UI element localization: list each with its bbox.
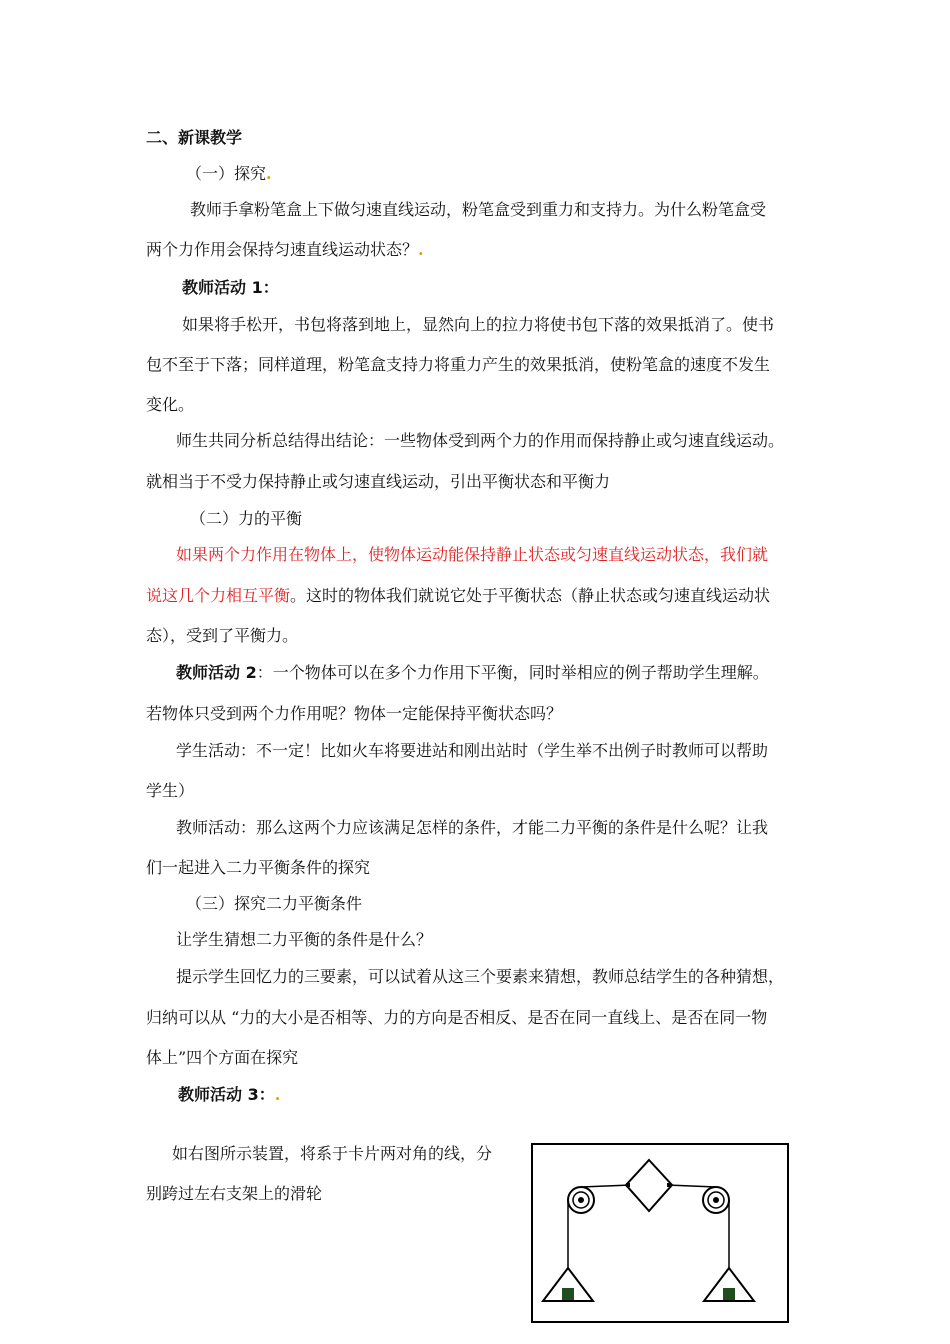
paragraph-line: 们一起进入二力平衡条件的探究 xyxy=(146,858,371,877)
subsection-1-heading xyxy=(186,164,272,184)
definition-line xyxy=(146,586,770,606)
margin-mark: . xyxy=(418,240,424,259)
left-weight xyxy=(562,1288,574,1300)
subsection-2-heading: （二）力的平衡 xyxy=(190,509,303,528)
paragraph-line: 学生） xyxy=(146,781,195,800)
teacher-activity-3-line xyxy=(178,1085,280,1105)
paragraph-line: 体上”四个方面在探究 xyxy=(146,1048,299,1067)
paragraph-line xyxy=(146,240,424,260)
teacher-activity-2-label: 教师活动 2 xyxy=(176,663,257,682)
paragraph-line: 归纳可以从 “力的大小是否相等、力的方向是否相反、是否在同一直线上、是否在同一物 xyxy=(146,1008,768,1027)
margin-mark: . xyxy=(274,1085,281,1104)
teacher-activity-3-label: 教师活动 3： xyxy=(178,1085,275,1104)
subsection-1-text: （一）探究 xyxy=(186,164,267,183)
two-force-balance-apparatus-figure xyxy=(531,1143,789,1323)
paragraph-line: 学生活动：不一定！比如火车将要进站和刚出站时（学生举不出例子时教师可以帮助 xyxy=(176,741,769,760)
paragraph-line: 包不至于下落；同样道理，粉笔盒支持力将重力产生的效果抵消，使粉笔盒的速度不发生 xyxy=(146,355,771,374)
paragraph-line: 态），受到了平衡力。 xyxy=(146,626,299,645)
paragraph-line: 若物体只受到两个力作用呢？物体一定能保持平衡状态吗？ xyxy=(146,704,563,723)
paragraph-line: 教师活动：那么这两个力应该满足怎样的条件，才能二力平衡的条件是什么呢？让我 xyxy=(176,818,769,837)
paragraph-line: 如果将手松开，书包将落到地上，显然向上的拉力将使书包下落的效果抵消了。使书 xyxy=(182,315,775,334)
paragraph-line: 提示学生回忆力的三要素，可以试着从这三个要素来猜想，教师总结学生的各种猜想， xyxy=(176,967,785,986)
paragraph-line: 教师手拿粉笔盒上下做匀速直线运动，粉笔盒受到重力和支持力。为什么粉笔盒受 xyxy=(190,200,767,219)
right-weight xyxy=(723,1288,735,1300)
paragraph-line: 师生共同分析总结得出结论：一些物体受到两个力的作用而保持静止或匀速直线运动。 xyxy=(176,431,785,450)
paragraph-line: 让学生猜想二力平衡的条件是什么？ xyxy=(176,930,433,949)
definition-line: 如果两个力作用在物体上，使物体运动能保持静止状态或匀速直线运动状态，我们就 xyxy=(176,545,769,564)
paragraph-line: 变化。 xyxy=(146,395,195,414)
paragraph-line: 如右图所示装置，将系于卡片两对角的线，分 xyxy=(172,1144,493,1163)
paragraph-line: 别跨过左右支架上的滑轮 xyxy=(146,1184,323,1203)
paragraph-text: ：一个物体可以在多个力作用下平衡，同时举相应的例子帮助学生理解。 xyxy=(256,663,769,682)
right-pulley xyxy=(703,1187,729,1213)
subsection-3-heading: （三）探究二力平衡条件 xyxy=(186,894,363,913)
card-left-knot xyxy=(626,1183,630,1187)
paragraph-line: 就相当于不受力保持静止或匀速直线运动，引出平衡状态和平衡力 xyxy=(146,472,611,491)
teacher-activity-2-line xyxy=(176,663,769,683)
definition-highlight: 说这几个力相互平衡 xyxy=(146,586,291,605)
card-right-knot xyxy=(667,1183,671,1187)
section-title: 二、新课教学 xyxy=(146,128,243,147)
left-pulley xyxy=(568,1187,594,1213)
paragraph-text: 两个力作用会保持匀速直线运动状态？ xyxy=(146,240,419,259)
teacher-activity-1-label: 教师活动 1： xyxy=(182,278,279,297)
paragraph-text: 。这时的物体我们就说它处于平衡状态（静止状态或匀速直线运动状 xyxy=(290,586,771,605)
margin-mark: . xyxy=(266,164,272,183)
